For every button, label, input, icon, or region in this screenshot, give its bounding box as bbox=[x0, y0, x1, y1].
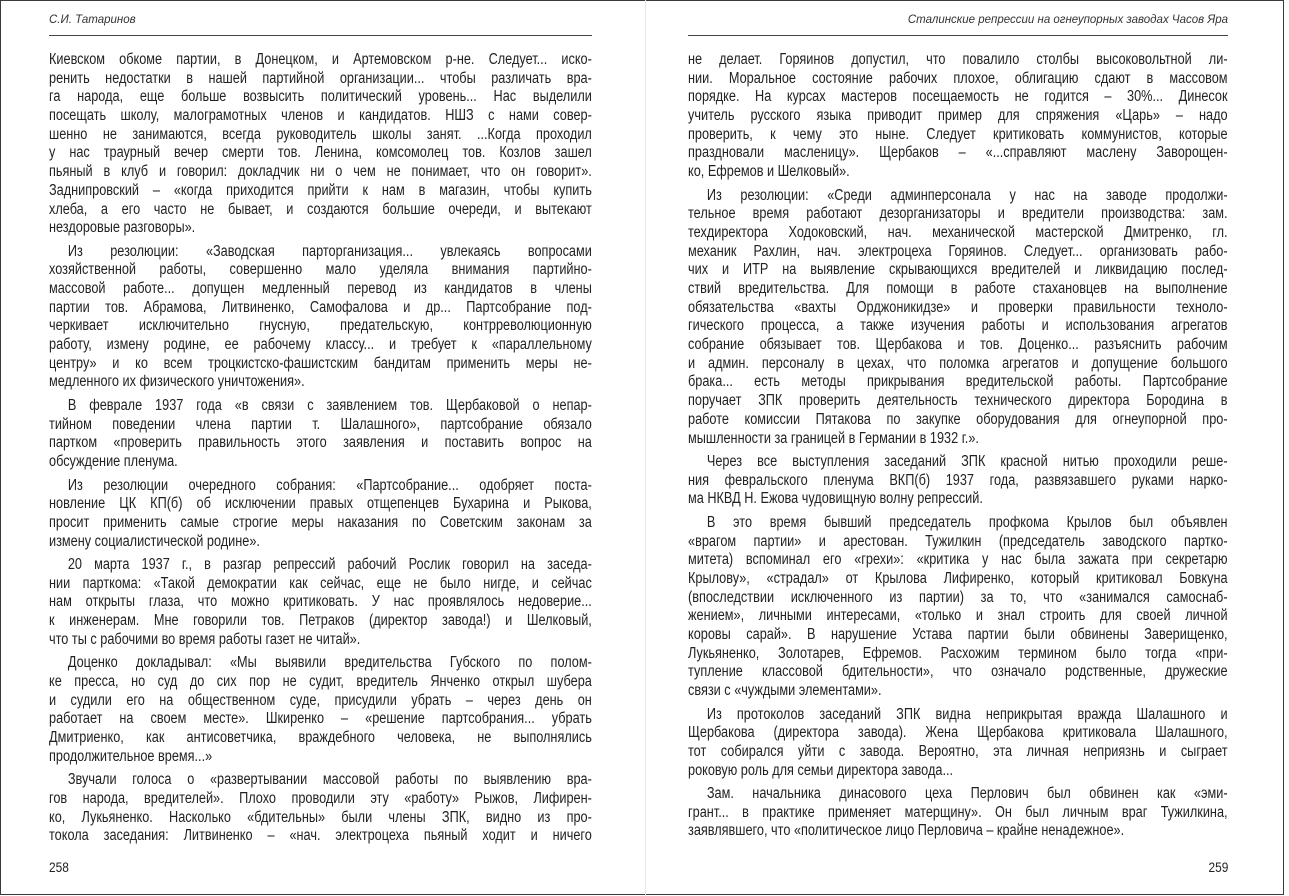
text-line: ке пресса, но суд до сих пор не судит, вредитель Янченко открыл шубера bbox=[49, 672, 592, 690]
text-line: заявлявшего, что «политическое лицо Перловича – крайне ненадежное». bbox=[688, 822, 1125, 840]
text-line: техдиректора Ходоковский, нач. механической мастерской Дмитренко, гл. bbox=[688, 223, 1228, 241]
text-line: Щербакова (директора завода). Жена Щербакова критиковала Шалашного, bbox=[688, 724, 1228, 742]
text-line: Дмитриенко, как антисоветчика, враждебного человека, не выполнялись bbox=[49, 729, 592, 747]
text-line: новление ЦК КП(б) об исключении правых отщепенцев Бухарина и Рыкова, bbox=[49, 495, 592, 513]
text-line: нии. Моральное состояние рабочих плохое, облигацию сдают в массовом bbox=[688, 69, 1228, 87]
text-line: Через все выступления заседаний ЗПК красной нитью проходили реше- bbox=[706, 453, 1228, 471]
text-line: просит применить самые строгие меры наказания по Советским законам за bbox=[49, 513, 592, 531]
text-line: Из резолюции: «Заводская парторганизация... увлекаясь вопросами bbox=[67, 242, 592, 260]
text-line: грант... в практике применяет матерщину». Он был личным враг Тужилкина, bbox=[688, 803, 1228, 821]
paragraph bbox=[49, 771, 592, 846]
text-line: (впоследствии исключенного из партии) за то, что «занимался самоснаб- bbox=[688, 588, 1228, 606]
paragraph bbox=[688, 51, 1228, 182]
text-line: у нас траурный вечер смерти тов. Ленина, комсомолец тов. Козлов зашел bbox=[49, 144, 592, 162]
text-line: коровы сарай». В нарушение Устава партии были обвинены Заверищенко, bbox=[688, 626, 1228, 644]
paragraph bbox=[49, 51, 592, 238]
text-line: мышленности за границей в Германии в 1932 г.». bbox=[688, 429, 979, 447]
text-line: га народа, еще больше возвысить политический уровень... Нас выделили bbox=[49, 88, 592, 106]
paragraph bbox=[49, 654, 592, 766]
text-line: что ты с рабочими во время работы газет не читай». bbox=[49, 630, 361, 648]
header-rule bbox=[688, 35, 1228, 36]
text-line: ренить недостатки в нашей партийной организации... чтобы различать вра- bbox=[49, 69, 592, 87]
text-line: ствий вредительства. Для помощи в работе стахановцев на выполнение bbox=[688, 280, 1228, 298]
text-line: брака... есть методы прикрывания вредительской работы. Партсобрание bbox=[688, 373, 1228, 391]
text-line: нездоровые разговоры». bbox=[49, 219, 196, 237]
text-line: тельное время работают дезорганизаторы и вредители производства: зам. bbox=[688, 205, 1228, 223]
text-line: гов народа, вредителей». Плохо проводили эту «работу» Рыжов, Лифирен- bbox=[49, 789, 592, 807]
text-line: связи с «чуждыми элементами». bbox=[688, 682, 882, 700]
text-line: ния февральского пленума ВКП(б) 1937 года, развязавшего руками нарко- bbox=[688, 471, 1228, 489]
text-line: массовой работе... допущен медленный перевод из кандидатов в члены bbox=[49, 280, 592, 298]
text-line: хлеба, а его часто не бывает, и создаются большие очереди, и вытекают bbox=[49, 200, 592, 218]
text-line: работу, измену родине, ее рабочему классу... и требует к «параллельному bbox=[49, 336, 592, 354]
text-line: черкивает исключительно гнусную, предательскую, контрреволюционную bbox=[49, 317, 592, 335]
text-line: работает на своем месте». Шкиренко – «решение партсобрания... убрать bbox=[49, 710, 592, 728]
paragraph bbox=[49, 477, 592, 552]
text-line: тийном поведении члена партии т. Шалашного», партсобрание обязало bbox=[49, 415, 592, 433]
text-line: поручает ЗПК проверить деятельность технического директора Бородина в bbox=[688, 392, 1228, 410]
paragraph bbox=[688, 187, 1228, 449]
text-line: Из протоколов заседаний ЗПК видна неприкрытая вражда Шалашного и bbox=[706, 705, 1228, 723]
text-line: Крылову», «страдал» от Крылова Лифиренко, который критиковал Бовкуна bbox=[688, 569, 1228, 587]
text-line: и судили его на общественном суде, присудили убрать – через день он bbox=[49, 691, 592, 709]
text-line: нам открыты глаза, что можно критиковать. У нас проявлялось недоверие... bbox=[49, 593, 592, 611]
paragraph bbox=[688, 453, 1228, 509]
text-line: проверить, к чему это ныне. Следует критиковать коммунистов, которые bbox=[688, 125, 1228, 143]
text-line: чих и ИТР на выявление скрывающихся вредителей и ликвидацию послед- bbox=[688, 261, 1228, 279]
paragraph bbox=[688, 514, 1228, 701]
page-number: 259 bbox=[1208, 859, 1228, 875]
text-line: собрание обязывает тов. Щербакова и тов. Доценко... разъяснить рабочим bbox=[688, 336, 1228, 354]
left-page bbox=[49, 0, 592, 896]
text-line: В феврале 1937 года «в связи с заявлением тов. Щербаковой о непар- bbox=[67, 396, 592, 414]
paragraph bbox=[688, 785, 1228, 841]
right-page bbox=[688, 0, 1228, 896]
text-line: работе комиссии Пятакова по закупке оборудования для огнеупорной про- bbox=[688, 410, 1228, 428]
text-line: «врагом партии» и арестован. Тужилкин (председатель заводского партко- bbox=[688, 532, 1228, 550]
text-line: токола заседания: Литвиненко – «нач. электроцеха пьяный ходит и ничего bbox=[49, 827, 592, 845]
running-head-author: С.И. Татаринов bbox=[49, 14, 136, 26]
text-line: Заднипровский – «когда приходится прийти к нам в магазин, чтобы купить bbox=[49, 181, 592, 199]
text-line: Киевском обкоме партии, в Донецком, и Артемовском р-не. Следует... иско- bbox=[49, 51, 592, 68]
text-line: В это время бывший председатель профкома Крылов был объявлен bbox=[706, 513, 1228, 531]
text-line: шенно не занимаются, всегда руководитель школы занят. ...Когда проходил bbox=[49, 125, 592, 143]
text-line: ко, Ефремов и Шелковый». bbox=[688, 163, 850, 181]
text-line: обсуждение пленума. bbox=[49, 453, 178, 471]
book-spine bbox=[645, 0, 646, 896]
text-line: обязательства «вахты Орджоникидзе» и проверки правильности техноло- bbox=[688, 298, 1228, 316]
text-line: медленного их физического уничтожения». bbox=[49, 373, 305, 391]
text-line: праздновали масленицу». Щербаков – «...справляют маслену Заворощен- bbox=[688, 144, 1228, 162]
text-line: центру» и ко всем троцкистско-фашистским бандитам применить меры не- bbox=[49, 354, 592, 372]
text-line: Доценко докладывал: «Мы выявили вредительства Губского по полом- bbox=[67, 654, 592, 672]
text-line: 20 марта 1937 г., в разгар репрессий рабочий Рослик говорил на заседа- bbox=[67, 556, 592, 574]
text-line: митета) вспоминал его «грехи»: «критика у нас была зажата при секретарю bbox=[688, 551, 1228, 569]
text-line: порядке. На курсах мастеров посещаемость не годится – 30%... Динесок bbox=[688, 88, 1228, 106]
text-line: продолжительное время...» bbox=[49, 747, 213, 765]
text-line: нии парткома: «Такой демократии как сейчас, еще не было нигде, и сейчас bbox=[49, 574, 592, 592]
text-line: измену социалистической родине». bbox=[49, 532, 260, 550]
text-line: партии тов. Абрамова, Литвиненко, Самофалова и др... Партсобрание под- bbox=[49, 298, 592, 316]
paragraph bbox=[49, 556, 592, 649]
text-line: ко, Лукьяненко. Насколько «бдительны» были члены ЗПК, видно из про- bbox=[49, 808, 592, 826]
running-head-title: Сталинские репрессии на огнеупорных заводах Часов Яра bbox=[907, 14, 1228, 26]
text-line: гического процесса, а также изучения работы и использования агрегатов bbox=[688, 317, 1228, 335]
text-line: пьяный в клуб и говорил: докладчик ни о чем не понимает, что он говорит». bbox=[49, 163, 592, 181]
text-line: ма НКВД Н. Ежова чудовищную волну репрессий. bbox=[688, 490, 983, 508]
text-line: жением», личными интересами, «только и знал строить для своей личной bbox=[688, 607, 1228, 625]
text-line: и админ. персоналу в цехах, что поломка агрегатов и допущение большого bbox=[688, 354, 1228, 372]
text-line: к инженерам. Мне говорили тов. Петраков (директор завода!) и Шелковый, bbox=[49, 612, 592, 630]
text-line: посещать школу, малограмотных членов и кандидатов. НШЗ с нами совер- bbox=[49, 107, 592, 125]
text-line: партком «проверить правильность этого заявления и поставить вопрос на bbox=[49, 434, 592, 452]
text-line: роковую роль для семьи директора завода... bbox=[688, 761, 954, 779]
text-line: учитель русского языка приводит пример для спряжения «Царь» – надо bbox=[688, 107, 1228, 125]
text-line: Лукьяненко, Золотарев, Ефремов. Расхожим термином было тогда «при- bbox=[688, 644, 1228, 662]
text-line: механик Рахлин, нач. электроцеха Горяинов. Следует... организовать рабо- bbox=[688, 242, 1228, 260]
text-line: Зам. начальника динасового цеха Перлович был обвинен как «эми- bbox=[706, 785, 1228, 803]
page-number: 258 bbox=[49, 859, 69, 875]
text-line: Звучали голоса о «развертывании массовой работы по выявлению вра- bbox=[67, 771, 592, 789]
text-line: Из резолюции очередного собрания: «Партсобрание... одобряет поста- bbox=[67, 476, 592, 494]
page-body bbox=[688, 51, 1228, 846]
text-line: не делает. Горяинов допустил, что повалило столбы высоковольтной ли- bbox=[688, 51, 1228, 68]
text-line: Из резолюции: «Среди админперсонала у нас на заводе продолжи- bbox=[706, 186, 1228, 204]
paragraph bbox=[49, 397, 592, 472]
text-line: хозяйственной работы, совершенно мало уделяла внимания партийно- bbox=[49, 261, 592, 279]
header-rule bbox=[49, 35, 592, 36]
page-body bbox=[49, 51, 592, 851]
text-line: тупление классовой бдительности», что означало родственные, дружеские bbox=[688, 663, 1228, 681]
text-line: тот собирался уйти с завода. Вероятно, эта личная неприязнь и сыграет bbox=[688, 742, 1228, 760]
paragraph bbox=[688, 706, 1228, 781]
paragraph bbox=[49, 243, 592, 393]
